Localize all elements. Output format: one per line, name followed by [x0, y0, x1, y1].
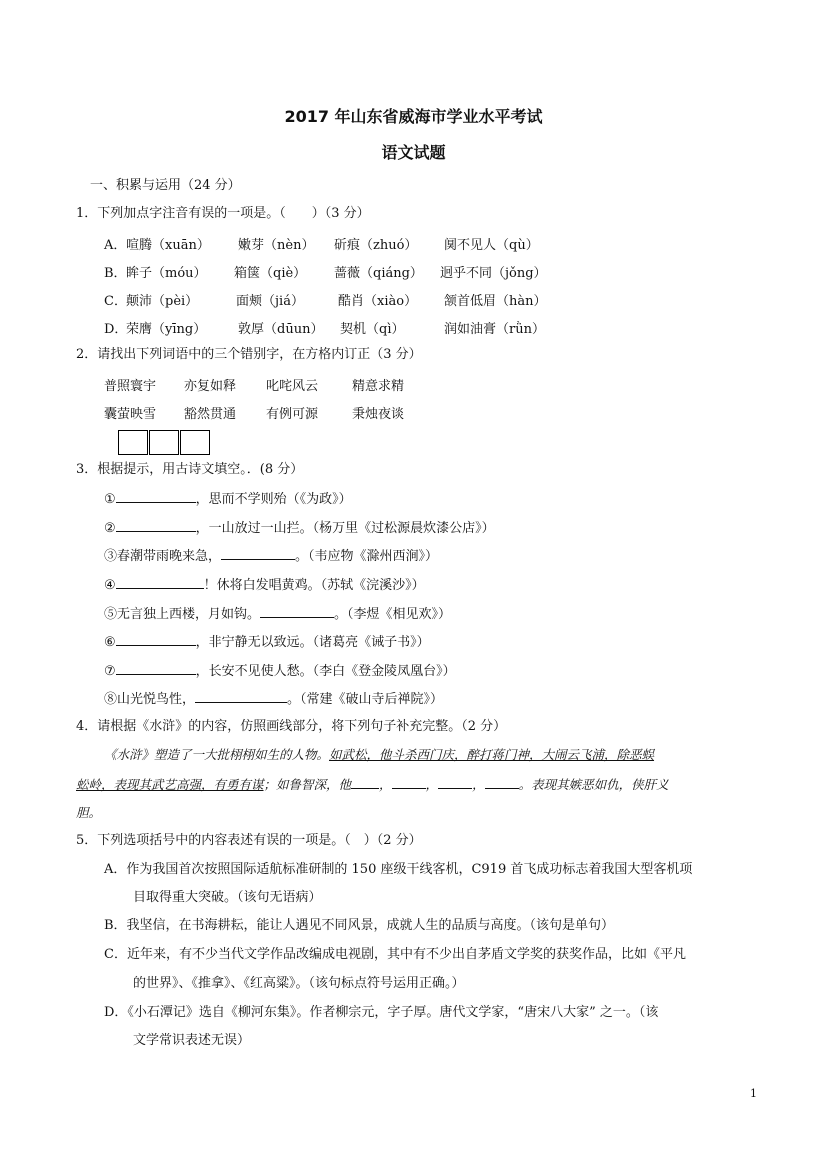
line-suffix: ，长安不见使人愁。（李白《登金陵凤凰台》） [195, 664, 456, 679]
word-item: 亦复如释 [184, 379, 237, 394]
line-suffix: ！休将白发唱黄鸡。（苏轼《浣溪沙》） [203, 578, 425, 593]
q5-option-a-line-1: A．作为我国首次按照国际适航标准研制的 150 座级干线客机，C919 首飞成功标志着我国大型客机项 [104, 862, 693, 877]
q5-stem: 5．下列选项括号中的内容表述有误的一项是。（ ）（2 分） [76, 833, 422, 848]
exam-title: 2017 年山东省威海市学业水平考试 [284, 107, 543, 126]
q4-model-text: 蚣岭，表现其武艺高强，有勇有谋 [76, 777, 264, 792]
word-item: 秉烛夜谈 [352, 407, 405, 422]
option-label: C． [104, 294, 127, 309]
option-item: 润如油膏（rǜn） [444, 322, 545, 337]
line-suffix: ，一山放过一山拦。（杨万里《过松源晨炊漆公店》） [195, 521, 495, 536]
q4-model-text: 如武松，他斗杀西门庆，醉打蒋门神，大闹云飞浦，除恶蜈 [329, 747, 655, 762]
line-prefix: ⑧山光悦鸟性， [104, 692, 196, 707]
q4-intro: 《水浒》塑造了一大批栩栩如生的人物。 [104, 747, 330, 762]
q4-paragraph-line-2: 蚣岭，表现其武艺高强，有勇有谋；如鲁智深，他 ， ， ， 。表现其嫉恶如仇，侠肝义 [76, 777, 669, 792]
q4-paragraph-line-3: 胆。 [76, 805, 102, 820]
option-item: 眸子（móu） [126, 266, 207, 281]
q3-line-3 [104, 547, 438, 565]
q3-line-2 [104, 519, 495, 537]
q3-line-8 [104, 690, 443, 708]
blank[interactable] [116, 490, 196, 503]
q5-option-c-line-2: 的世界》、《推拿》、《红高粱》。（该句标点符号运用正确。） [133, 976, 465, 991]
exam-subtitle: 语文试题 [381, 143, 446, 162]
option-label: B． [104, 266, 127, 281]
correction-box[interactable] [180, 430, 210, 455]
line-prefix: ⑤无言独上西楼，月如钩。 [104, 607, 261, 622]
q5-option-a-line-2: 目取得重大突破。（该句无语病） [133, 890, 322, 905]
line-prefix: ① [104, 492, 116, 507]
option-item: 喧腾（xuān） [126, 238, 210, 253]
q5-option-d-line-2: 文学常识表述无误） [133, 1033, 251, 1048]
option-item: 蔷薇（qiáng） [334, 266, 423, 281]
option-item: 嫩芽（nèn） [238, 238, 315, 253]
word-item: 囊萤映雪 [104, 407, 157, 422]
blank[interactable] [221, 547, 295, 560]
option-item: 颔首低眉（hàn） [444, 294, 547, 309]
option-item: 酷肖（xiào） [338, 294, 418, 309]
line-suffix: ，非宁静无以致远。（诸葛亮《诫子书》） [195, 635, 430, 650]
q5-option-b: B．我坚信，在书海耕耘，能让人遇见不同风景，成就人生的品质与高度。（该句是单句） [104, 918, 615, 933]
line-prefix: ④ [104, 578, 116, 593]
q3-line-4 [104, 576, 425, 594]
correction-box[interactable] [149, 430, 179, 455]
option-label: D． [104, 322, 128, 337]
q3-line-5 [104, 605, 451, 623]
blank[interactable] [392, 776, 426, 789]
q1-stem: 1．下列加点字注音有误的一项是。（ ）（3 分） [76, 206, 370, 221]
option-item: 敦厚（dūun） [238, 322, 324, 337]
q2-stem: 2．请找出下列词语中的三个错别字，在方格内订正（3 分） [76, 347, 422, 362]
blank[interactable] [438, 776, 472, 789]
blank[interactable] [116, 519, 196, 532]
page-number: 1 [750, 1087, 757, 1100]
blank[interactable] [260, 605, 334, 618]
option-item: 迥乎不同（jǒng） [440, 266, 547, 281]
option-item: 颠沛（pèi） [126, 294, 199, 309]
option-item: 箱箧（qiè） [234, 266, 307, 281]
blank[interactable] [485, 776, 519, 789]
option-item: 荣膺（yīng） [126, 322, 207, 337]
line-suffix: 。（李煜《相见欢》） [334, 607, 452, 622]
q4-ending: 。表现其嫉恶如仇，侠肝义 [518, 777, 669, 792]
blank[interactable] [116, 576, 204, 589]
word-item: 叱咤风云 [266, 379, 319, 394]
option-item: 面颊（jiá） [236, 294, 304, 309]
q4-prompt: ；如鲁智深，他 [263, 777, 352, 792]
line-suffix: 。（常建《破山寺后禅院》） [287, 692, 444, 707]
word-item: 豁然贯通 [184, 407, 237, 422]
option-label: A． [104, 238, 127, 253]
line-prefix: ② [104, 521, 116, 536]
word-item: 普照寰宇 [104, 379, 157, 394]
word-item: 有例可源 [266, 407, 319, 422]
section-heading: 一、积累与运用（24 分） [90, 178, 241, 193]
option-item: 阒不见人（qù） [444, 238, 539, 253]
option-item: 契机（qì） [340, 322, 405, 337]
blank[interactable] [351, 776, 379, 789]
word-item: 精意求精 [352, 379, 405, 394]
line-prefix: ③春潮带雨晚来急， [104, 549, 222, 564]
blank[interactable] [195, 690, 287, 703]
line-suffix: 。（韦应物《滁州西涧》） [295, 549, 439, 564]
q4-stem: 4．请根据《水浒》的内容，仿照画线部分，将下列句子补充完整。（2 分） [76, 719, 507, 734]
blank[interactable] [116, 662, 196, 675]
q3-line-7 [104, 662, 456, 680]
q5-option-c-line-1: C．近年来，有不少当代文学作品改编成电视剧，其中有不少出自茅盾文学奖的获奖作品，比如《平凡 [104, 947, 686, 962]
line-prefix: ⑥ [104, 635, 116, 650]
q4-paragraph-line-1 [104, 747, 654, 763]
blank[interactable] [116, 633, 196, 646]
line-prefix: ⑦ [104, 664, 116, 679]
q3-stem: 3．根据提示，用古诗文填空。．(8 分） [76, 462, 304, 477]
q3-line-1 [104, 490, 352, 508]
q3-line-6 [104, 633, 430, 651]
correction-box[interactable] [118, 430, 148, 455]
line-suffix: ，思而不学则殆（《为政》） [195, 492, 352, 507]
option-item: 斫痕（zhuó） [334, 238, 418, 253]
q5-option-d-line-1: D．《小石潭记》选自《柳河东集》。作者柳宗元，字子厚。唐代文学家，“唐宋八大家” 之一。（该 [104, 1005, 659, 1020]
